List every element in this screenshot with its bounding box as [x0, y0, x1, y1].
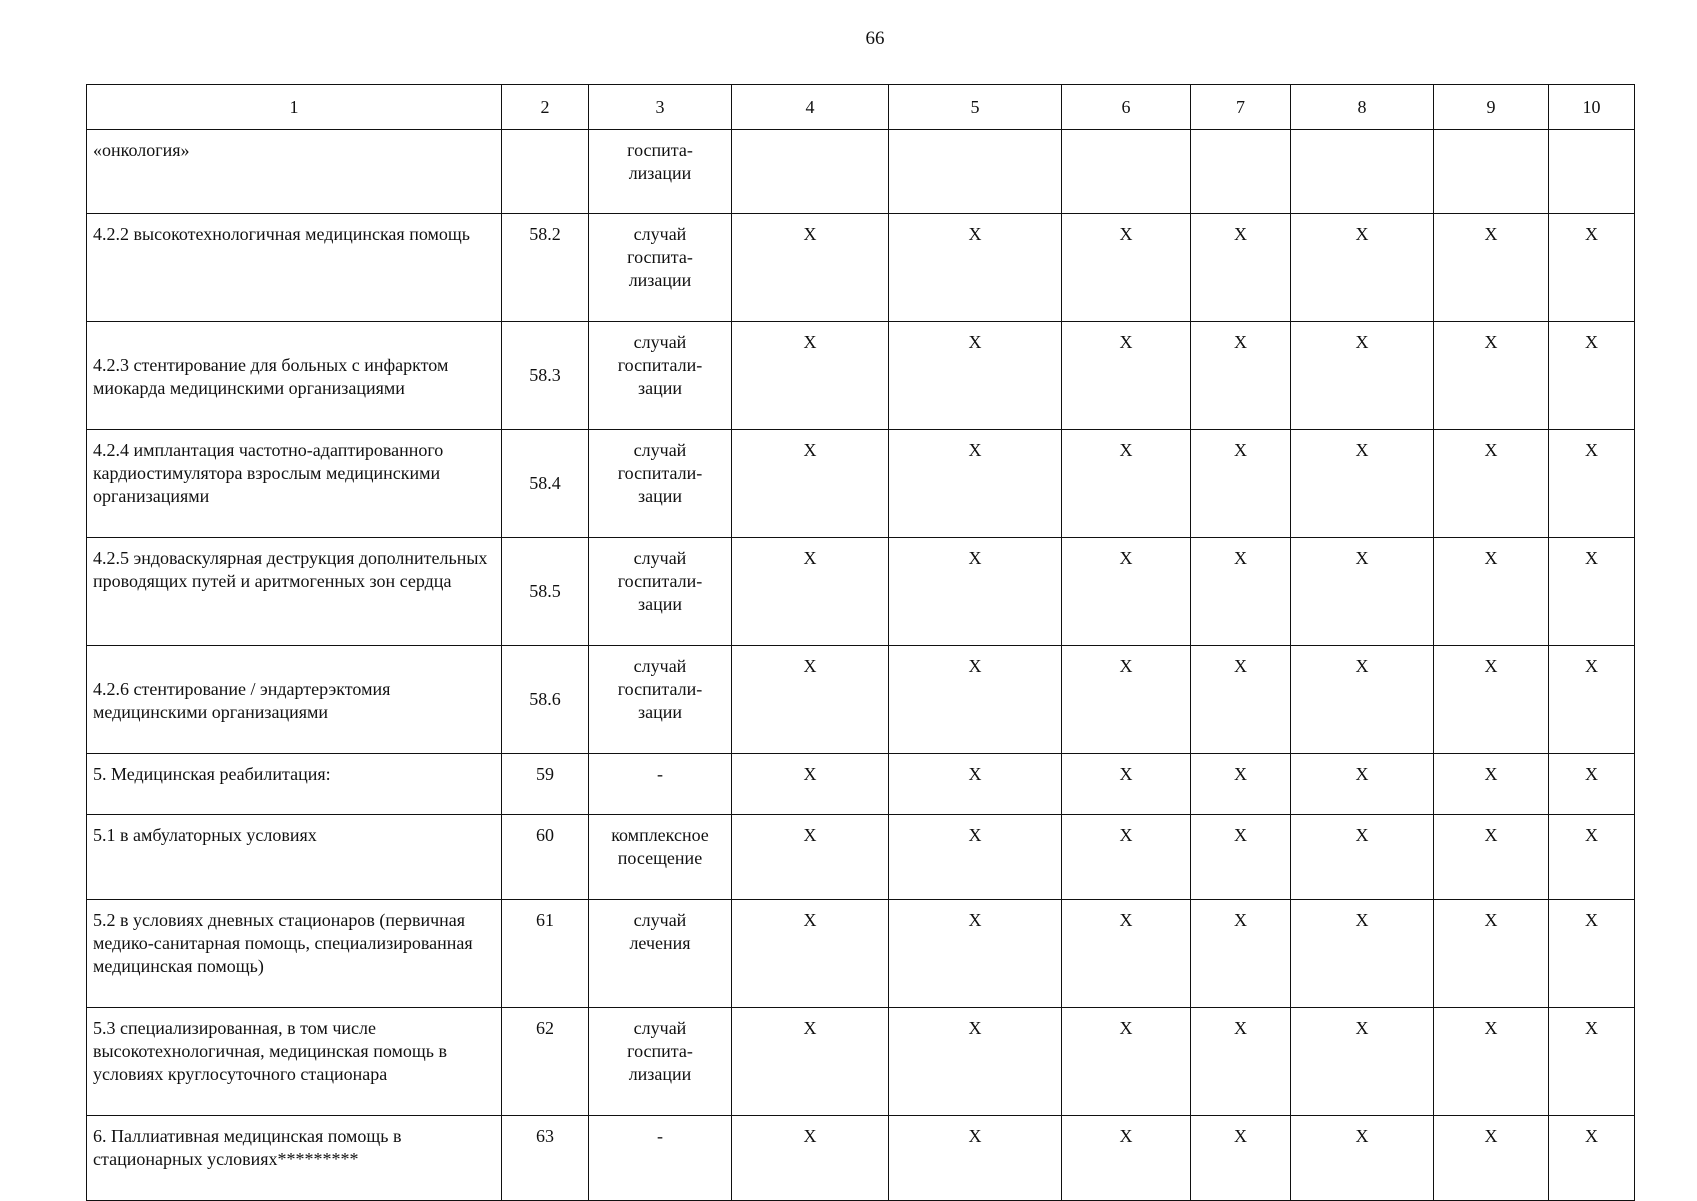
- row-value: X: [732, 1008, 889, 1116]
- row-value: X: [889, 815, 1062, 900]
- row-name: 5.3 специализированная, в том числе высокотехнологичная, медицинская помощь в условиях круглосуточного стационара: [87, 1008, 502, 1116]
- row-unit: -: [589, 754, 732, 815]
- row-value: X: [1191, 815, 1291, 900]
- row-name: 6. Паллиативная медицинская помощь в стационарных условиях*********: [87, 1116, 502, 1201]
- row-value: X: [889, 900, 1062, 1008]
- row-value: X: [1549, 1116, 1635, 1201]
- row-name: 4.2.6 стентирование / эндартерэктомия медицинскими организациями: [87, 646, 502, 754]
- data-table: [86, 84, 1635, 1201]
- row-value: [1191, 130, 1291, 214]
- row-value: X: [732, 1116, 889, 1201]
- row-value: X: [732, 322, 889, 430]
- row-value: X: [889, 646, 1062, 754]
- row-unit: случай госпитали- зации: [589, 430, 732, 538]
- row-value: X: [1191, 430, 1291, 538]
- row-value: X: [1191, 538, 1291, 646]
- row-value: X: [1291, 214, 1434, 322]
- row-value: X: [889, 322, 1062, 430]
- row-value: X: [732, 214, 889, 322]
- row-value: X: [1291, 322, 1434, 430]
- row-value: [1549, 130, 1635, 214]
- column-header: 10: [1549, 85, 1635, 130]
- row-value: X: [1549, 430, 1635, 538]
- row-code: 58.2: [502, 214, 589, 322]
- row-name: «онкология»: [87, 130, 502, 214]
- row-code: 58.3: [502, 322, 589, 430]
- table-row: [87, 646, 1635, 754]
- row-value: X: [1291, 538, 1434, 646]
- row-unit: случай госпитали- зации: [589, 322, 732, 430]
- row-value: X: [1434, 1116, 1549, 1201]
- row-value: X: [1062, 900, 1191, 1008]
- row-value: X: [889, 538, 1062, 646]
- row-code: 61: [502, 900, 589, 1008]
- row-value: X: [1434, 430, 1549, 538]
- table-row: [87, 538, 1635, 646]
- column-header: 8: [1291, 85, 1434, 130]
- row-code: 59: [502, 754, 589, 815]
- row-code: 58.5: [502, 538, 589, 646]
- row-unit: случай лечения: [589, 900, 732, 1008]
- row-name: 4.2.4 имплантация частотно-адаптированного кардиостимулятора взрослым медицинскими организациями: [87, 430, 502, 538]
- row-value: X: [1191, 646, 1291, 754]
- row-value: X: [1549, 815, 1635, 900]
- row-value: X: [889, 214, 1062, 322]
- row-code: 63: [502, 1116, 589, 1201]
- row-value: X: [1434, 538, 1549, 646]
- row-value: X: [1062, 646, 1191, 754]
- row-value: X: [732, 538, 889, 646]
- table-row: [87, 322, 1635, 430]
- row-value: [732, 130, 889, 214]
- row-name: 5. Медицинская реабилитация:: [87, 754, 502, 815]
- row-value: X: [1434, 646, 1549, 754]
- row-value: X: [1549, 538, 1635, 646]
- row-value: X: [1191, 754, 1291, 815]
- row-value: X: [732, 430, 889, 538]
- row-value: X: [1191, 214, 1291, 322]
- row-value: X: [1062, 754, 1191, 815]
- row-unit: госпита- лизации: [589, 130, 732, 214]
- table-row: [87, 754, 1635, 815]
- row-value: X: [1291, 900, 1434, 1008]
- row-value: X: [1191, 900, 1291, 1008]
- row-value: X: [1191, 1008, 1291, 1116]
- row-value: X: [1062, 214, 1191, 322]
- row-value: X: [1062, 538, 1191, 646]
- row-value: X: [1434, 900, 1549, 1008]
- table-row: [87, 900, 1635, 1008]
- row-value: X: [1062, 815, 1191, 900]
- row-value: X: [1291, 754, 1434, 815]
- column-header: 4: [732, 85, 889, 130]
- column-header: 1: [87, 85, 502, 130]
- row-value: X: [889, 754, 1062, 815]
- row-value: X: [1291, 1008, 1434, 1116]
- row-value: X: [732, 815, 889, 900]
- row-code: [502, 130, 589, 214]
- table-row: [87, 815, 1635, 900]
- row-unit: случай госпита- лизации: [589, 214, 732, 322]
- row-value: X: [889, 1116, 1062, 1201]
- row-value: X: [1549, 646, 1635, 754]
- table-row: [87, 1116, 1635, 1201]
- row-value: X: [1549, 1008, 1635, 1116]
- row-value: X: [1291, 1116, 1434, 1201]
- row-name: 4.2.5 эндоваскулярная деструкция дополнительных проводящих путей и аритмогенных зон сердца: [87, 538, 502, 646]
- row-code: 58.6: [502, 646, 589, 754]
- row-value: X: [1062, 322, 1191, 430]
- table-row: [87, 214, 1635, 322]
- row-unit: случай госпита- лизации: [589, 1008, 732, 1116]
- row-code: 62: [502, 1008, 589, 1116]
- row-code: 58.4: [502, 430, 589, 538]
- row-unit: -: [589, 1116, 732, 1201]
- column-header: 2: [502, 85, 589, 130]
- row-value: X: [1549, 322, 1635, 430]
- row-value: X: [889, 1008, 1062, 1116]
- row-value: X: [1434, 1008, 1549, 1116]
- row-name: 4.2.3 стентирование для больных с инфарктом миокарда медицинскими организациями: [87, 322, 502, 430]
- row-value: X: [1291, 646, 1434, 754]
- row-value: X: [732, 646, 889, 754]
- row-name: 5.2 в условиях дневных стационаров (первичная медико-санитарная помощь, специализированная медицинская помощь): [87, 900, 502, 1008]
- row-value: X: [1549, 214, 1635, 322]
- row-unit: комплексное посещение: [589, 815, 732, 900]
- table-header-row: [87, 85, 1635, 130]
- table-row: [87, 430, 1635, 538]
- column-header: 6: [1062, 85, 1191, 130]
- row-name: 4.2.2 высокотехнологичная медицинская помощь: [87, 214, 502, 322]
- table-row: [87, 130, 1635, 214]
- column-header: 3: [589, 85, 732, 130]
- row-value: [889, 130, 1062, 214]
- row-value: X: [1434, 214, 1549, 322]
- row-value: X: [1549, 754, 1635, 815]
- row-value: [1291, 130, 1434, 214]
- row-value: X: [732, 754, 889, 815]
- row-value: X: [732, 900, 889, 1008]
- row-value: X: [1191, 322, 1291, 430]
- row-value: X: [1549, 900, 1635, 1008]
- row-name: 5.1 в амбулаторных условиях: [87, 815, 502, 900]
- row-value: X: [1434, 322, 1549, 430]
- row-value: [1434, 130, 1549, 214]
- page-number: 66: [865, 28, 885, 49]
- row-code: 60: [502, 815, 589, 900]
- row-value: X: [1062, 1008, 1191, 1116]
- row-value: X: [1291, 430, 1434, 538]
- row-value: X: [1191, 1116, 1291, 1201]
- column-header: 9: [1434, 85, 1549, 130]
- row-value: X: [889, 430, 1062, 538]
- row-value: [1062, 130, 1191, 214]
- row-value: X: [1291, 815, 1434, 900]
- row-unit: случай госпитали- зации: [589, 646, 732, 754]
- row-value: X: [1434, 815, 1549, 900]
- row-value: X: [1062, 430, 1191, 538]
- column-header: 5: [889, 85, 1062, 130]
- row-unit: случай госпитали- зации: [589, 538, 732, 646]
- table-row: [87, 1008, 1635, 1116]
- row-value: X: [1434, 754, 1549, 815]
- column-header: 7: [1191, 85, 1291, 130]
- row-value: X: [1062, 1116, 1191, 1201]
